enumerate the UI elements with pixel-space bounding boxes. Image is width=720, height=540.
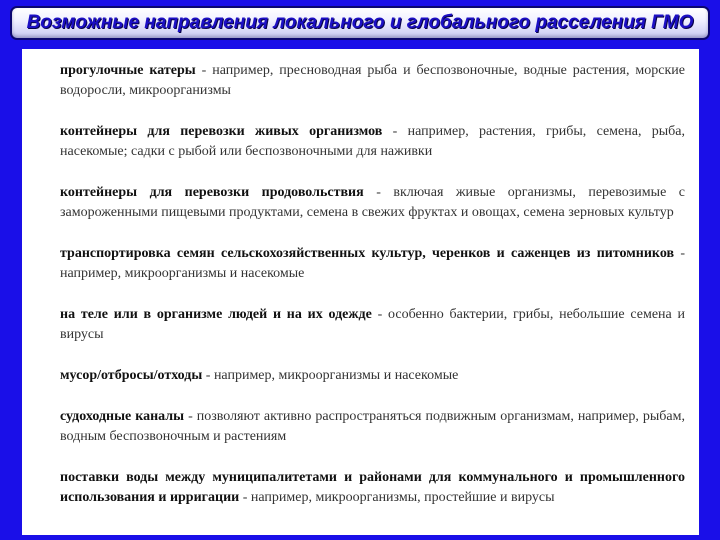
list-item — [60, 61, 685, 101]
item-term: на теле или в организме людей и на их одежде — [60, 307, 372, 322]
list-item — [60, 305, 685, 345]
item-term: транспортировка семян сельскохозяйственных культур, черенков и саженцев из питомников — [60, 246, 675, 261]
list-item — [60, 468, 685, 508]
item-description: - например, растения, грибы, семена, рыба, насекомые; садки с рыбой или беспозвоночными для наживки — [60, 124, 686, 159]
list-item — [60, 183, 685, 223]
item-description: - например, микроорганизмы и насекомые — [60, 246, 685, 281]
item-description: - например, пресноводная рыба и беспозвоночные, водные растения, морские водоросли, микроорганизмы — [60, 63, 686, 98]
item-term: контейнеры для перевозки живых организмов — [60, 124, 383, 139]
item-description: - особенно бактерии, грибы, небольшие семена и вирусы — [60, 307, 685, 342]
content-panel — [22, 49, 699, 535]
item-description: - позволяют активно распространяться подвижным организмам, например, рыбам, водным беспозвоночным и растениям — [60, 409, 685, 444]
item-term: контейнеры для перевозки продовольствия — [60, 185, 364, 200]
item-term: поставки воды между муниципалитетами и районами для коммунального и промышленного использования и ирригации — [60, 470, 685, 505]
slide-title: Возможные направления локального и глобального расселения ГМО — [26, 12, 694, 33]
list-item — [60, 244, 685, 284]
item-description: - например, микроорганизмы и насекомые — [205, 368, 459, 383]
item-term: прогулочные катеры — [60, 63, 196, 78]
item-term: мусор/отбросы/отходы — [60, 368, 203, 383]
item-description: - например, микроорганизмы, простейшие и вирусы — [242, 490, 555, 505]
list-item — [60, 122, 685, 162]
item-term: судоходные каналы — [60, 409, 185, 424]
list-item — [60, 407, 685, 447]
slide-title-bar — [10, 6, 710, 40]
list-item — [60, 366, 685, 386]
item-description: - включая живые организмы, перевозимые с замороженными пищевыми продуктами, семена в свежих фруктах и овощах, семена зерновых культур — [60, 185, 686, 220]
